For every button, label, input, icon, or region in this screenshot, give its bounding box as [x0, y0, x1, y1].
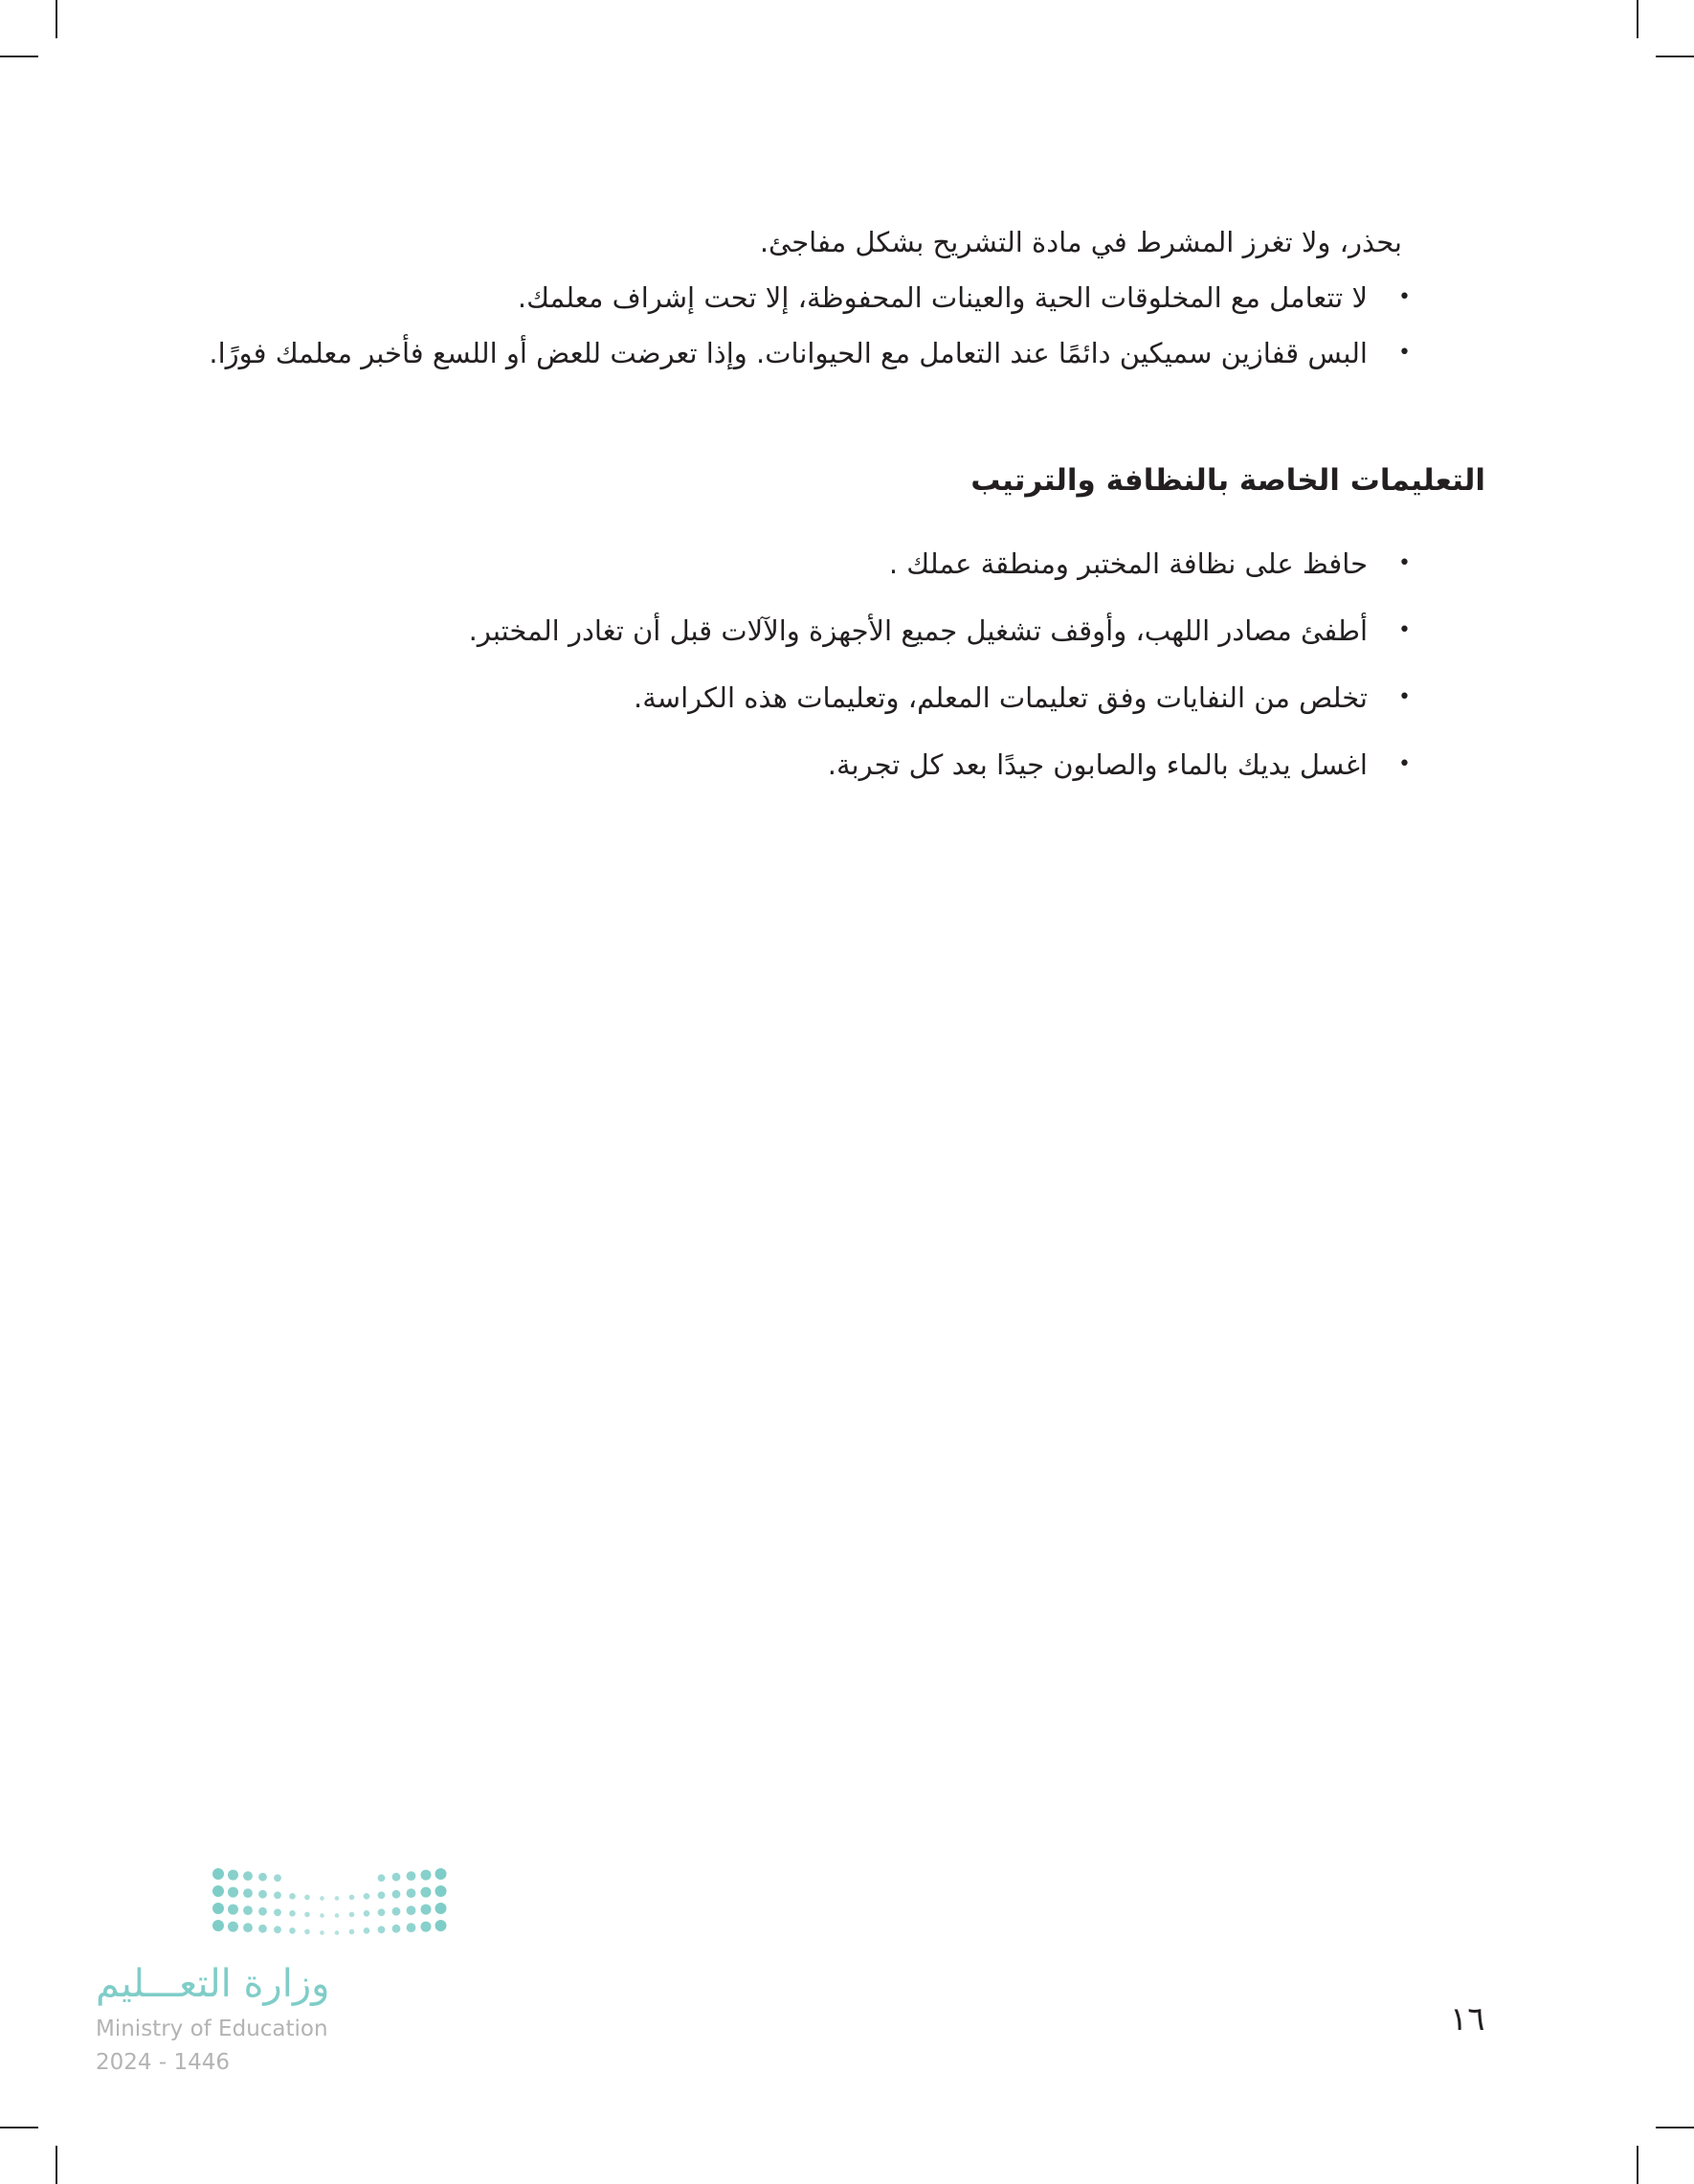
logo-dot	[392, 1925, 401, 1933]
logo-dot	[378, 1891, 386, 1899]
list-item-text: حافظ على نظافة المختبر ومنطقة عملك .	[888, 547, 1368, 580]
section-heading: التعليمات الخاصة بالنظافة والترتيب	[970, 463, 1485, 498]
continuation-line: بحذر، ولا تغرز المشرط في مادة التشريح بشكل مفاجئ.	[759, 226, 1402, 258]
list-item	[291, 270, 1411, 325]
logo-dot	[304, 1895, 310, 1901]
crop-mark-top-right	[1637, 0, 1638, 38]
crop-mark-bottom-right-h	[1656, 2127, 1694, 2128]
logo-dot	[289, 1893, 296, 1900]
list-item-text: تخلص من النفايات وفق تعليمات المعلم، وتعليمات هذه الكراسة.	[634, 681, 1368, 714]
logo-dot	[320, 1930, 324, 1935]
logo-dot	[258, 1925, 267, 1933]
logo-dot	[212, 1903, 224, 1914]
logo-dot	[435, 1920, 447, 1931]
logo-dot	[320, 1896, 324, 1901]
crop-mark-bottom-left	[56, 2146, 57, 2184]
list-item	[291, 597, 1411, 664]
logo-dot	[258, 1907, 267, 1916]
logo-dot	[289, 1928, 296, 1934]
logo-dot	[407, 1888, 416, 1898]
logo-dot	[421, 1922, 432, 1932]
logo-dot	[407, 1871, 416, 1881]
logo-dot	[378, 1908, 386, 1916]
logo-dot	[364, 1928, 370, 1934]
bullet-icon: •	[1398, 618, 1411, 642]
logo-dot	[228, 1887, 238, 1898]
logo-dot	[335, 1896, 340, 1901]
bullet-icon: •	[1398, 341, 1411, 365]
bullet-icon: •	[1398, 551, 1411, 575]
logo-dot	[243, 1923, 253, 1932]
list-item	[291, 664, 1411, 731]
logo-dot	[228, 1905, 238, 1915]
logo-dot	[421, 1905, 432, 1915]
logo-dot	[392, 1873, 401, 1882]
logo-dot	[349, 1929, 355, 1935]
logo-dots-icon	[211, 1866, 450, 1943]
bullet-icon: •	[1398, 285, 1411, 309]
logo-dot	[421, 1870, 432, 1881]
logo-dot	[407, 1923, 416, 1932]
logo-dot	[289, 1910, 296, 1917]
page-number: ١٦	[1450, 2000, 1485, 2039]
logo-dot	[364, 1910, 370, 1917]
logo-dot	[392, 1907, 401, 1916]
logo-dot	[258, 1873, 267, 1882]
logo-dot	[274, 1926, 281, 1933]
logo-year: 2024 - 1446	[96, 2050, 230, 2075]
cleanliness-bullet-list	[291, 530, 1411, 798]
logo-dot	[304, 1929, 310, 1935]
logo-dot	[243, 1871, 253, 1881]
logo-dot	[228, 1870, 238, 1881]
logo-dot	[228, 1922, 238, 1932]
logo-dot	[335, 1930, 340, 1935]
crop-mark-top-left	[56, 0, 57, 38]
list-item	[291, 731, 1411, 798]
logo-dot	[304, 1912, 310, 1918]
logo-dot	[258, 1890, 267, 1899]
list-item	[291, 530, 1411, 597]
logo-dot	[378, 1874, 386, 1882]
logo-dot	[243, 1905, 253, 1915]
logo-arabic-name: وزارة التعـــليم	[96, 1962, 330, 2006]
crop-mark-bottom-left-h	[0, 2127, 38, 2128]
list-item-text: أطفئ مصادر اللهب، وأوقف تشغيل جميع الأجهزة والآلات قبل أن تغادر المختبر.	[468, 614, 1368, 647]
logo-dot	[274, 1874, 281, 1882]
list-item	[209, 325, 1411, 381]
logo-dot	[435, 1885, 447, 1897]
ministry-logo	[96, 1866, 459, 2096]
logo-dot	[364, 1893, 370, 1900]
logo-dot	[435, 1868, 447, 1880]
logo-dot	[274, 1891, 281, 1899]
logo-dot	[243, 1888, 253, 1898]
crop-mark-top-right-h	[1656, 56, 1694, 57]
crop-mark-top-left-h	[0, 56, 38, 57]
logo-dot	[320, 1913, 324, 1918]
crop-mark-bottom-right	[1637, 2146, 1638, 2184]
logo-dot	[335, 1913, 340, 1918]
logo-dot	[212, 1920, 224, 1931]
list-item-text: اغسل يديك بالماء والصابون جيدًا بعد كل تجربة.	[827, 748, 1368, 781]
bullet-icon: •	[1398, 685, 1411, 709]
logo-dot	[435, 1903, 447, 1914]
logo-dot	[274, 1908, 281, 1916]
logo-dot	[349, 1912, 355, 1918]
logo-dot	[407, 1905, 416, 1915]
safety-bullet-list	[209, 270, 1411, 381]
logo-dot	[212, 1885, 224, 1897]
logo-dot	[421, 1887, 432, 1898]
logo-dot	[392, 1890, 401, 1899]
logo-dot	[378, 1926, 386, 1933]
bullet-icon: •	[1398, 752, 1411, 776]
logo-dot	[349, 1895, 355, 1901]
list-item-text: البس قفازين سميكين دائمًا عند التعامل مع الحيوانات. وإذا تعرضت للعض أو اللسع فأخبر معلمك فورًا.	[209, 337, 1368, 369]
logo-dot	[212, 1868, 224, 1880]
list-item-text: لا تتعامل مع المخلوقات الحية والعينات المحفوظة، إلا تحت إشراف معلمك.	[517, 281, 1368, 314]
logo-english-name: Ministry of Education	[96, 2017, 328, 2041]
